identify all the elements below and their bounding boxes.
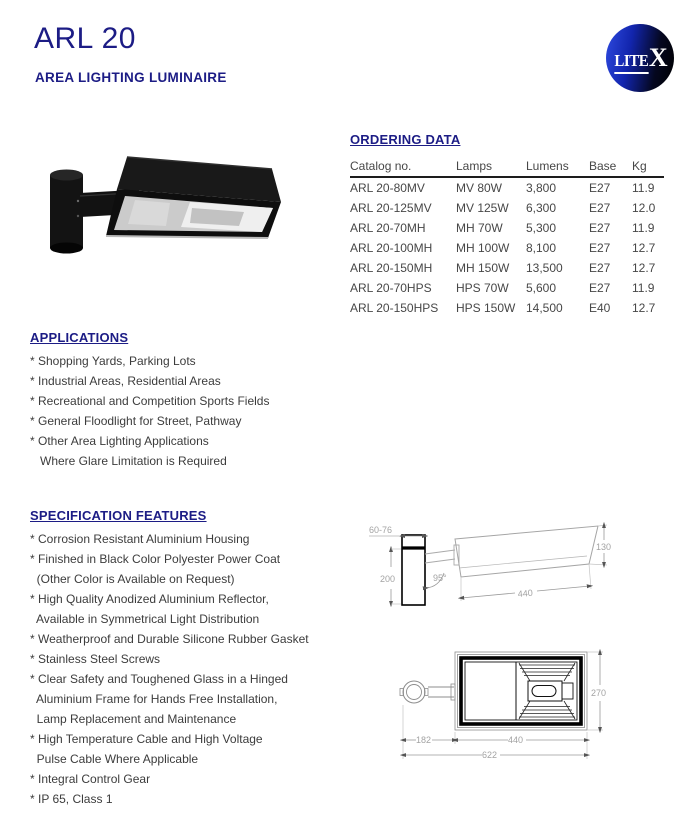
cell-base: E27 [589, 221, 611, 235]
cell-kg: 11.9 [632, 181, 655, 195]
cell-lamps: HPS 70W [456, 281, 509, 295]
col-lamps: Lamps [456, 159, 493, 173]
drawing-pole [402, 535, 425, 605]
list-item: Pulse Cable Where Applicable [30, 752, 199, 766]
col-kg: Kg [632, 159, 647, 173]
ordering-heading: ORDERING DATA [350, 132, 461, 147]
dim-body-length: 440 [517, 587, 534, 599]
table-row [350, 198, 664, 218]
col-base: Base [589, 159, 617, 173]
cell-lamps: MH 150W [456, 261, 510, 275]
drawing-arm [425, 550, 455, 554]
col-lumens: Lumens [526, 159, 569, 173]
cell-base: E27 [589, 281, 611, 295]
cell-lumens: 3,800 [526, 181, 557, 195]
drawing-reflector [519, 663, 575, 719]
list-item: Available in Symmetrical Light Distribution [30, 612, 260, 626]
table-row [350, 298, 664, 318]
dim-pole-width: 60-76 [369, 525, 393, 535]
photo-pole-cap [50, 170, 83, 181]
list-item: * Clear Safety and Toughened Glass in a Hinged [30, 672, 288, 686]
drawing-lamp-holder [528, 681, 562, 701]
col-catalog: Catalog no. [350, 159, 412, 173]
list-item: * Integral Control Gear [30, 772, 151, 786]
cell-base: E40 [589, 301, 611, 315]
cell-catalog: ARL 20-150MH [350, 261, 433, 275]
list-item: * High Temperature Cable and High Voltage [30, 732, 263, 746]
cell-catalog: ARL 20-150HPS [350, 301, 439, 315]
dim-angle: 95° [433, 573, 447, 583]
drawing-lamp [532, 686, 556, 697]
drawing-housing-outer [455, 652, 587, 730]
drawing-pole-circle-inner [407, 685, 422, 700]
drawing-lamp-base [562, 683, 573, 699]
photo-screw-dot [77, 200, 79, 202]
brand-logo-text-main: LITE [615, 51, 649, 74]
cell-catalog: ARL 20-70MH [350, 221, 426, 235]
dim-pole-height: 200 [380, 574, 396, 584]
list-item: * General Floodlight for Street, Pathway [30, 414, 242, 428]
cell-lumens: 6,300 [526, 201, 557, 215]
drawing-arm [425, 559, 455, 563]
cell-lamps: MV 80W [456, 181, 503, 195]
applications-section [30, 330, 360, 471]
drawing-arm-plate [451, 684, 455, 700]
ordering-table [350, 156, 664, 318]
cell-base: E27 [589, 261, 611, 275]
cell-lumens: 13,500 [526, 261, 563, 275]
list-item: Aluminium Frame for Hands Free Installation, [30, 692, 278, 706]
cell-base: E27 [589, 181, 611, 195]
table-row [350, 238, 664, 258]
brand-logo-text [612, 43, 667, 74]
cell-base: E27 [589, 241, 611, 255]
table-row [350, 218, 664, 238]
dim-line [537, 586, 590, 591]
list-item: * Industrial Areas, Residential Areas [30, 374, 221, 388]
brand-logo [606, 24, 674, 92]
list-item: * Finished in Black Color Polyester Power Coat [30, 552, 281, 566]
dim-arm-length: 182 [416, 735, 432, 745]
cell-kg: 11.9 [632, 281, 655, 295]
product-photo [40, 138, 330, 323]
drawing-housing-frame [461, 658, 581, 724]
table-row [350, 258, 664, 278]
page-title: ARL 20 [34, 22, 136, 55]
cell-kg: 12.7 [632, 241, 656, 255]
cell-catalog: ARL 20-125MV [350, 201, 432, 215]
table-header-row [350, 156, 664, 178]
list-item: * Corrosion Resistant Aluminium Housing [30, 532, 250, 546]
photo-pole [50, 175, 83, 248]
cell-lamps: MV 125W [456, 201, 509, 215]
cell-lamps: MH 100W [456, 241, 510, 255]
page-subtitle: AREA LIGHTING LUMINAIRE [35, 70, 227, 85]
specifications-list [30, 529, 360, 809]
specifications-heading: SPECIFICATION FEATURES [30, 508, 207, 523]
specifications-section [30, 508, 360, 809]
photo-screw-dot [77, 215, 79, 217]
list-item: * Other Area Lighting Applications [30, 434, 209, 448]
photo-pole-bottom [50, 243, 83, 254]
cell-base: E27 [589, 201, 611, 215]
photo-glass-sheen [128, 200, 170, 226]
brand-logo-text-x: X [648, 42, 668, 72]
list-item: * Weatherproof and Durable Silicone Rubber Gasket [30, 632, 309, 646]
technical-drawing-top-view [390, 643, 700, 775]
table-row [350, 278, 664, 298]
dim-body-height: 130 [596, 542, 612, 552]
list-item: * Recreational and Competition Sports Fields [30, 394, 270, 408]
cell-kg: 12.0 [632, 201, 656, 215]
list-item: Where Glare Limitation is Required [30, 454, 227, 468]
cell-catalog: ARL 20-70HPS [350, 281, 432, 295]
cell-lamps: HPS 150W [456, 301, 516, 315]
list-item: (Other Color is Available on Request) [30, 572, 235, 586]
technical-drawing-side-view [355, 505, 700, 630]
ordering-section [350, 132, 664, 318]
drawing-housing-rim [458, 655, 585, 728]
list-item: * High Quality Anodized Aluminium Reflector, [30, 592, 269, 606]
drawing-housing-inner [465, 662, 577, 720]
cell-lumens: 5,600 [526, 281, 557, 295]
dim-body-width: 270 [591, 688, 607, 698]
drawing-body [455, 526, 598, 577]
cell-lamps: MH 70W [456, 221, 503, 235]
dim-ext [589, 564, 591, 589]
cell-kg: 12.7 [632, 261, 656, 275]
cell-catalog: ARL 20-80MV [350, 181, 425, 195]
applications-heading: APPLICATIONS [30, 330, 129, 345]
cell-kg: 12.7 [632, 301, 656, 315]
applications-list [30, 351, 360, 471]
cell-lumens: 8,100 [526, 241, 557, 255]
cell-lumens: 14,500 [526, 301, 563, 315]
cell-lumens: 5,300 [526, 221, 557, 235]
dim-ext [598, 525, 607, 526]
cell-catalog: ARL 20-100MH [350, 241, 433, 255]
dim-housing-length: 440 [508, 735, 524, 745]
table-row [350, 178, 664, 198]
list-item: * Shopping Yards, Parking Lots [30, 354, 196, 368]
dim-total-length: 622 [482, 750, 498, 760]
list-item: * IP 65, Class 1 [30, 792, 113, 806]
list-item: Lamp Replacement and Maintenance [30, 712, 237, 726]
list-item: * Stainless Steel Screws [30, 652, 161, 666]
dim-line [461, 593, 515, 598]
cell-kg: 11.9 [632, 221, 655, 235]
